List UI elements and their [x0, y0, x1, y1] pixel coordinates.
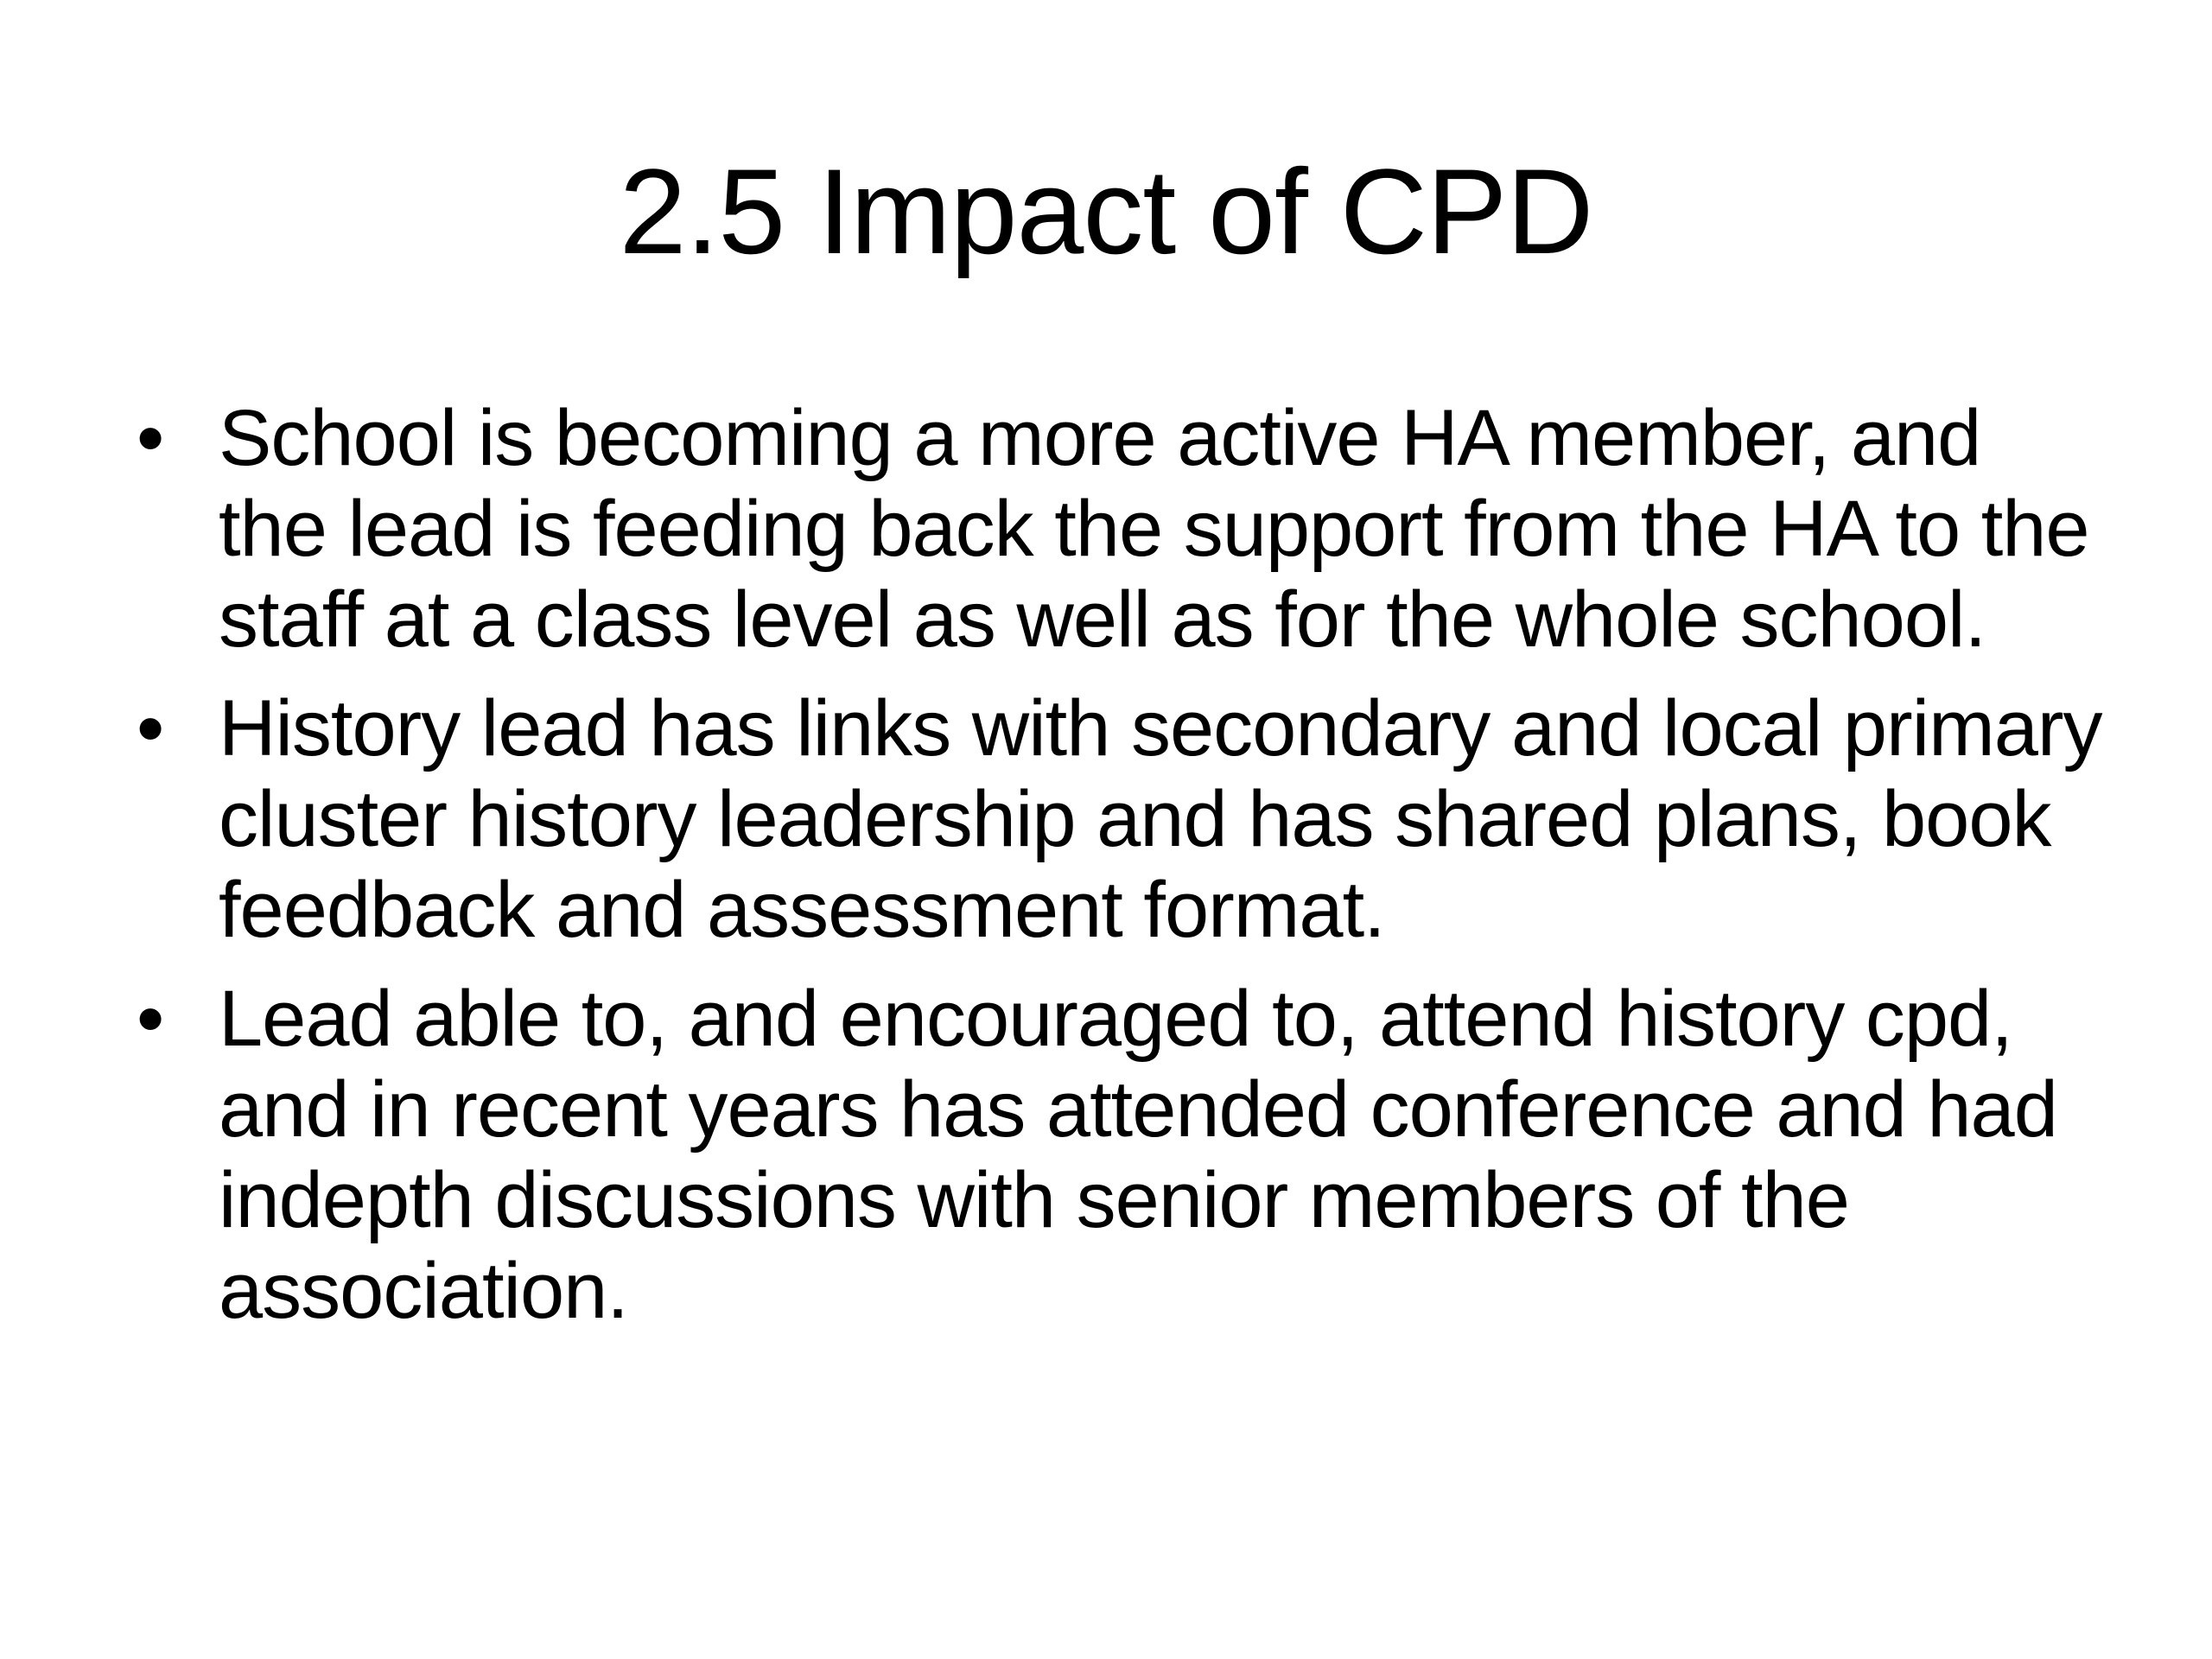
bullet-dot-icon: • — [137, 394, 164, 482]
bullet-text: School is becoming a more active HA member, and the lead is feeding back the support from the HA to the staff at a class level as well as for the whole school. — [219, 394, 2089, 664]
bullet-item-3 — [130, 974, 2108, 1337]
bullet-list — [130, 393, 2108, 1355]
bullet-dot-icon: • — [137, 684, 164, 772]
bullet-item-1 — [130, 393, 2108, 665]
bullet-text: Lead able to, and encouraged to, attend history cpd, and in recent years has attended conference and had indepth discussions with senior members of the association. — [219, 975, 2057, 1335]
bullet-dot-icon: • — [137, 975, 164, 1063]
bullet-text: History lead has links with secondary and local primary cluster history leadership and has shared plans, book feedback and assessment format. — [219, 684, 2102, 954]
slide-title: 2.5 Impact of CPD — [619, 143, 1593, 279]
bullet-item-2 — [130, 683, 2108, 956]
